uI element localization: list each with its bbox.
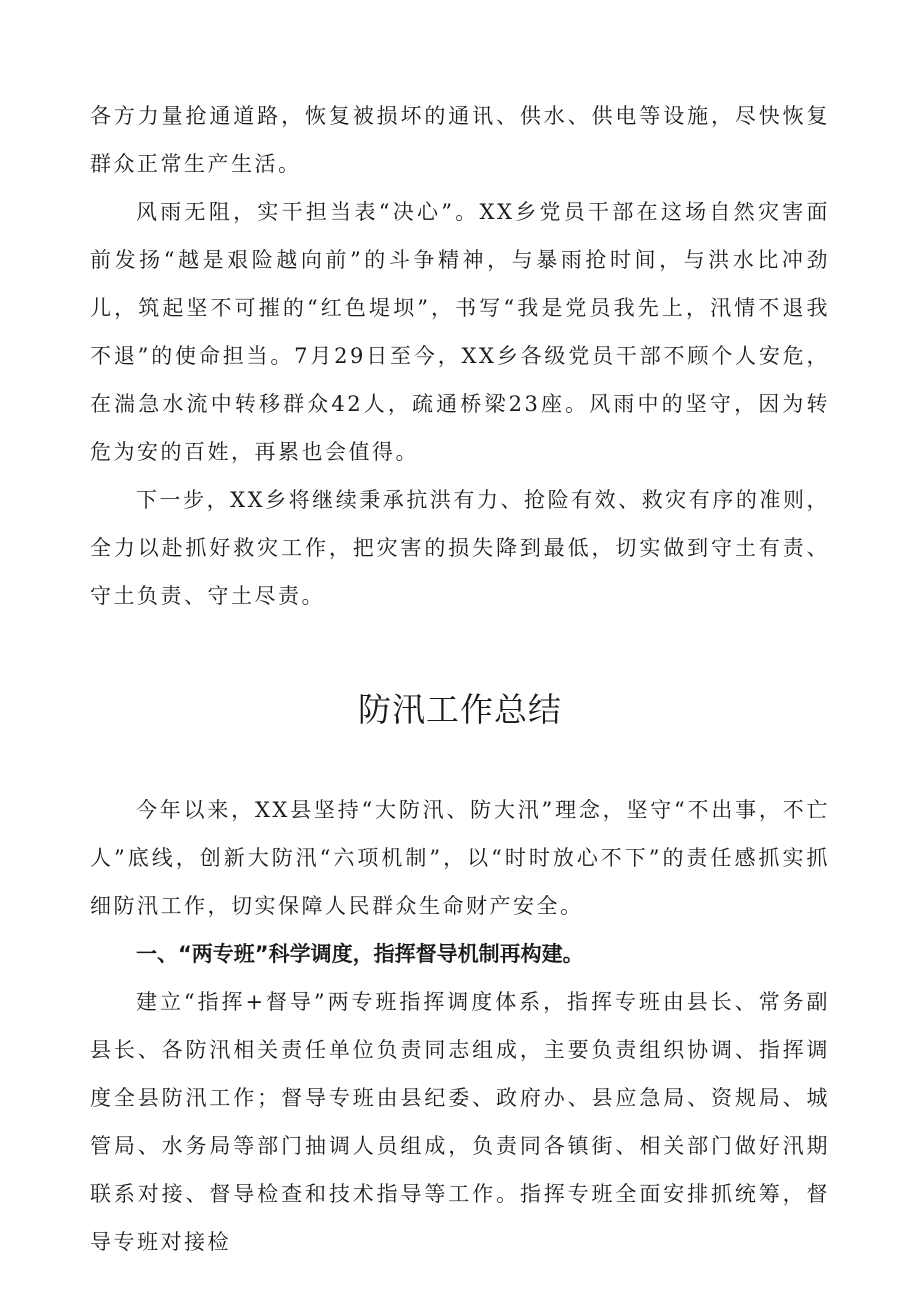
page-title: 防汛工作总结 <box>358 690 562 729</box>
paragraph-recovery-continuation: 各方力量抢通道路，恢复被损坏的通讯、供水、供电等设施，尽快恢复群众正常生产生活。 <box>90 104 830 176</box>
paragraph-next-steps: 下一步，XX乡将继续秉承抗洪有力、抢险有效、救灾有序的准则，全力以赴抓好救灾工作，把灾害的损失降到最低，切实做到守土有责、守土负责、守土尽责。 <box>90 488 830 608</box>
section-1-heading: 一、“两专班”科学调度，指挥督导机制再构建。 <box>136 942 584 966</box>
paragraph-party-members: 风雨无阻，实干担当表“决心”。XX乡党员干部在这场自然灾害面前发扬“越是艰险越向前”的斗争精神，与暴雨抢时间，与洪水比冲劲儿，筑起坚不可摧的“红色堤坝”，书写“我是党员我先上，汛情不退我不退”的使命担当。7月29日至今，XX乡各级党员干部不顾个人安危，在湍急水流中转移群众42人，疏通桥梁23座。风雨中的坚守，因为转危为安的百姓，再累也会值得。 <box>90 200 830 464</box>
paragraph-section-1-body: 建立“指挥+督导”两专班指挥调度体系，指挥专班由县长、常务副县长、各防汛相关责任单位负责同志组成，主要负责组织协调、指挥调度全县防汛工作；督导专班由县纪委、政府办、县应急局、资规局、城管局、水务局等部门抽调人员组成，负责同各镇街、相关部门做好汛期联系对接、督导检查和技术指导等工作。指挥专班全面安排抓统筹，督导专班对接检 <box>90 990 830 1254</box>
paragraph-intro: 今年以来，XX县坚持“大防汛、防大汛”理念，坚守“不出事，不亡人”底线，创新大防汛“六项机制”，以“时时放心不下”的责任感抓实抓细防汛工作，切实保障人民群众生命财产安全。 <box>90 798 830 918</box>
